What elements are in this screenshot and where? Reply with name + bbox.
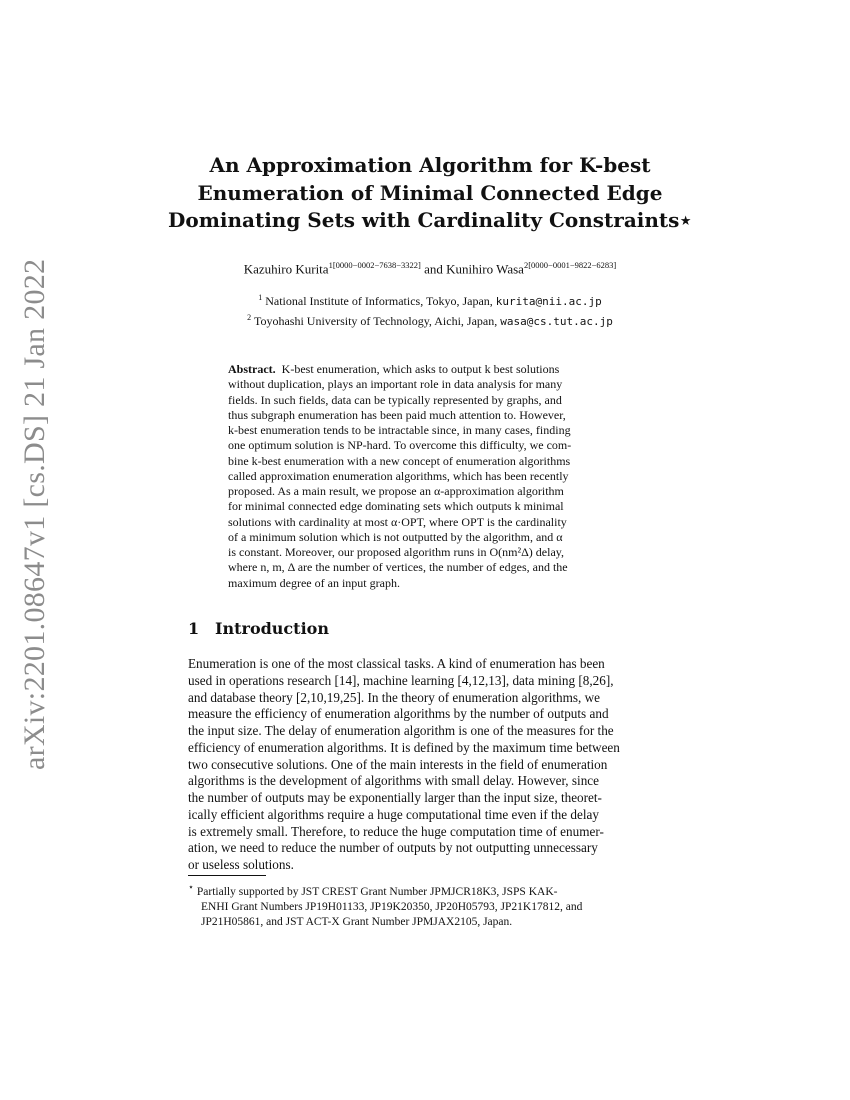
footnote-line: JP21H05861, and JST ACT-X Grant Number JPMJAX2105, Japan. (201, 915, 513, 928)
abstract-line: solutions with cardinality at most α·OPT, where OPT is the cardinality (228, 514, 567, 529)
abstract-line: of a minimum solution which is not outputted by the algorithm, and α (228, 529, 563, 544)
affiliation-1 (150, 290, 710, 310)
section-heading (188, 619, 329, 638)
abstract-line: maximum degree of an input graph. (228, 575, 400, 590)
paper-title (150, 152, 710, 235)
affiliation-1-text: National Institute of Informatics, Tokyo, Japan, (265, 294, 493, 308)
body-line: the input size. The delay of enumeration algorithm is one of the measures for the (188, 723, 614, 738)
title-line-2: Enumeration of Minimal Connected Edge (197, 180, 663, 205)
body-line: Enumeration is one of the most classical tasks. A kind of enumeration has been (188, 656, 605, 671)
abstract-line (228, 362, 630, 377)
body-line: or useless solutions. (188, 857, 294, 872)
footnote-marker: ⋆ (188, 882, 194, 893)
abstract-label: Abstract. (228, 362, 276, 376)
footnote-line: ⋆ Partially supported by JST CREST Grant Number JPMJCR18K3, JSPS KAK- (188, 882, 558, 898)
abstract-line: one optimum solution is NP-hard. To overcome this difficulty, we com- (228, 438, 572, 453)
body-line: measure the efficiency of enumeration algorithms by the number of outputs and (188, 706, 609, 722)
introduction-paragraph (188, 656, 668, 874)
title-line-1: An Approximation Algorithm for K-best (209, 153, 651, 177)
affiliation-2-number: 2 (247, 313, 252, 322)
affiliation-1-email[interactable]: kurita@nii.ac.jp (495, 295, 602, 308)
abstract-line: thus subgraph enumeration has been paid much attention to. However, (228, 407, 566, 422)
footnote-line: ENHI Grant Numbers JP19H01133, JP19K20350, JP20H05793, JP21K17812, and (201, 900, 583, 913)
title-line-3: Dominating Sets with Cardinality Constraints⋆ (168, 208, 692, 232)
footnote-divider (188, 875, 266, 876)
author-list (150, 260, 710, 277)
body-line: the number of outputs may be exponentially larger than the input size, theoret- (188, 790, 602, 805)
arxiv-stamp: arXiv:2201.08647v1 [cs.DS] 21 Jan 2022 (18, 258, 51, 770)
funding-footnote (188, 880, 668, 930)
body-line: efficiency of enumeration algorithms. It is defined by the maximum time between (188, 739, 620, 755)
affiliation-2-email[interactable]: wasa@cs.tut.ac.jp (500, 315, 613, 328)
abstract-line: called approximation enumeration algorithms, which has been recently (228, 468, 569, 483)
abstract-line: fields. In such fields, data can be typically represented by graphs, and (228, 392, 562, 407)
abstract-line: proposed. As a main result, we propose an α-approximation algorithm (228, 484, 564, 498)
abstract (228, 362, 630, 591)
affiliation-1-number: 1 (258, 293, 263, 302)
section-number: 1 (188, 619, 200, 638)
affiliations (150, 290, 710, 330)
body-line: ically efficient algorithms require a huge computational time even if the delay (188, 806, 599, 822)
body-line: ation, we need to reduce the number of outputs by not outputting unnecessary (188, 840, 598, 856)
author-orcid-kurita: 1[0000−0002−7638−3322] (328, 260, 421, 270)
abstract-line: for minimal connected edge dominating sets which outputs k minimal (228, 499, 564, 514)
author-conjunction: and (424, 261, 443, 277)
body-line: is extremely small. Therefore, to reduce the huge computation time of enumer- (188, 823, 604, 839)
abstract-line: where n, m, Δ are the number of vertices, the number of edges, and the (228, 560, 568, 575)
body-line: and database theory [2,10,19,25]. In the theory of enumeration algorithms, we (188, 689, 600, 705)
body-line: two consecutive solutions. One of the main interests in the field of enumeration (188, 756, 608, 772)
affiliation-2 (150, 310, 710, 330)
abstract-line: is constant. Moreover, our proposed algorithm runs in O(nm²Δ) delay, (228, 545, 564, 559)
affiliation-2-text: Toyohashi University of Technology, Aichi, Japan, (253, 314, 498, 328)
abstract-line-text: K-best enumeration, which asks to output k best solutions (281, 362, 560, 376)
body-line: used in operations research [14], machine learning [4,12,13], data mining [8,26], (188, 672, 614, 688)
abstract-line: bine k-best enumeration with a new concept of enumeration algorithms (228, 453, 571, 468)
abstract-line: without duplication, plays an important role in data analysis for many (228, 377, 563, 392)
author-orcid-wasa: 2[0000−0001−9822−6283] (523, 260, 617, 270)
abstract-line: k-best enumeration tends to be intractable since, in many cases, finding (228, 423, 571, 437)
author-name-kurita: Kazuhiro Kurita (243, 261, 329, 277)
body-line: algorithms is the development of algorithms with small delay. However, since (188, 773, 600, 789)
section-title: Introduction (215, 619, 329, 638)
author-name-wasa: Kunihiro Wasa (446, 261, 524, 277)
